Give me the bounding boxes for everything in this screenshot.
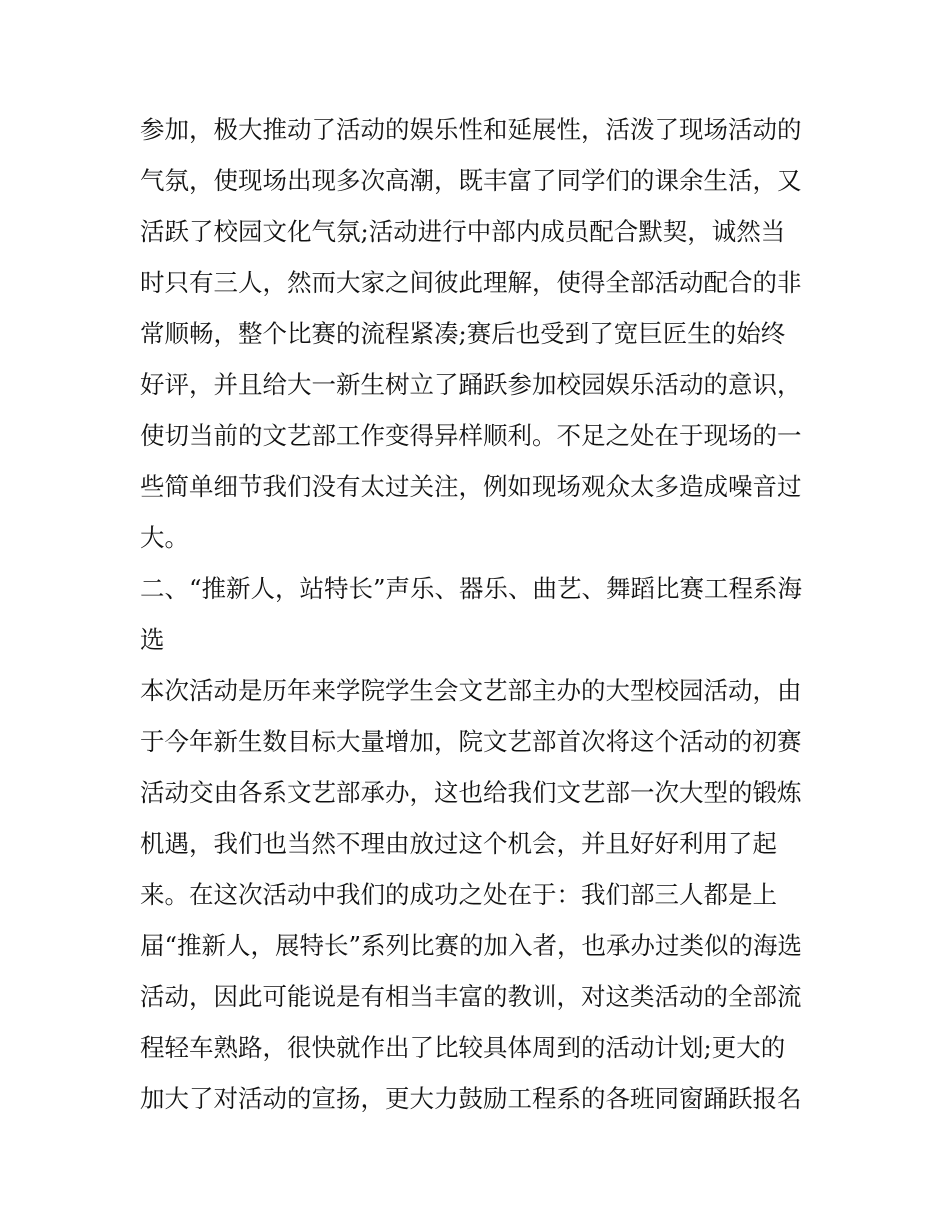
text-line: 大。 — [140, 523, 189, 552]
text-line: 活跃了校园文化气氛;活动进行中部内成员配合默契，诚然当 — [140, 217, 786, 246]
text-line: 活动交由各系文艺部承办，这也给我们文艺部一次大型的锻炼 — [140, 778, 802, 807]
text-line: 参加，极大推动了活动的娱乐性和延展性，活泼了现场活动的 — [140, 115, 802, 144]
text-line: 活动，因此可能说是有相当丰富的教训，对这类活动的全部流 — [140, 982, 802, 1011]
text-line: 常顺畅，整个比赛的流程紧凑;赛后也受到了宽巨匠生的始终 — [140, 319, 786, 348]
text-line: 本次活动是历年来学院学生会文艺部主办的大型校园活动，由 — [140, 676, 802, 705]
text-line: 使切当前的文艺部工作变得异样顺利。不足之处在于现场的一 — [140, 421, 802, 450]
text-line: 届“推新人，展特长”系列比赛的加入者，也承办过类似的海选 — [140, 931, 803, 960]
text-line: 来。在这次活动中我们的成功之处在于：我们部三人都是上 — [140, 880, 777, 909]
text-line: 程轻车熟路，很快就作出了比较具体周到的活动计划;更大的 — [140, 1033, 786, 1062]
text-line: 些简单细节我们没有太过关注，例如现场观众太多造成噪音过 — [140, 472, 802, 501]
text-line: 好评，并且给大一新生树立了踊跃参加校园娱乐活动的意识， — [140, 370, 802, 399]
section-heading-line: 选 — [140, 625, 165, 654]
text-line: 机遇，我们也当然不理由放过这个机会，并且好好利用了起 — [140, 829, 777, 858]
text-line: 于今年新生数目标大量增加，院文艺部首次将这个活动的初赛 — [140, 727, 802, 756]
document-text — [140, 104, 820, 1124]
section-heading-line: 二、“推新人，站特长”声乐、器乐、曲艺、舞蹈比赛工程系海 — [140, 574, 803, 603]
text-line: 气氛，使现场出现多次高潮，既丰富了同学们的课余生活，又 — [140, 166, 802, 195]
text-line: 加大了对活动的宣扬，更大力鼓励工程系的各班同窗踊跃报名 — [140, 1084, 802, 1113]
text-line: 时只有三人，然而大家之间彼此理解，使得全部活动配合的非 — [140, 268, 802, 297]
